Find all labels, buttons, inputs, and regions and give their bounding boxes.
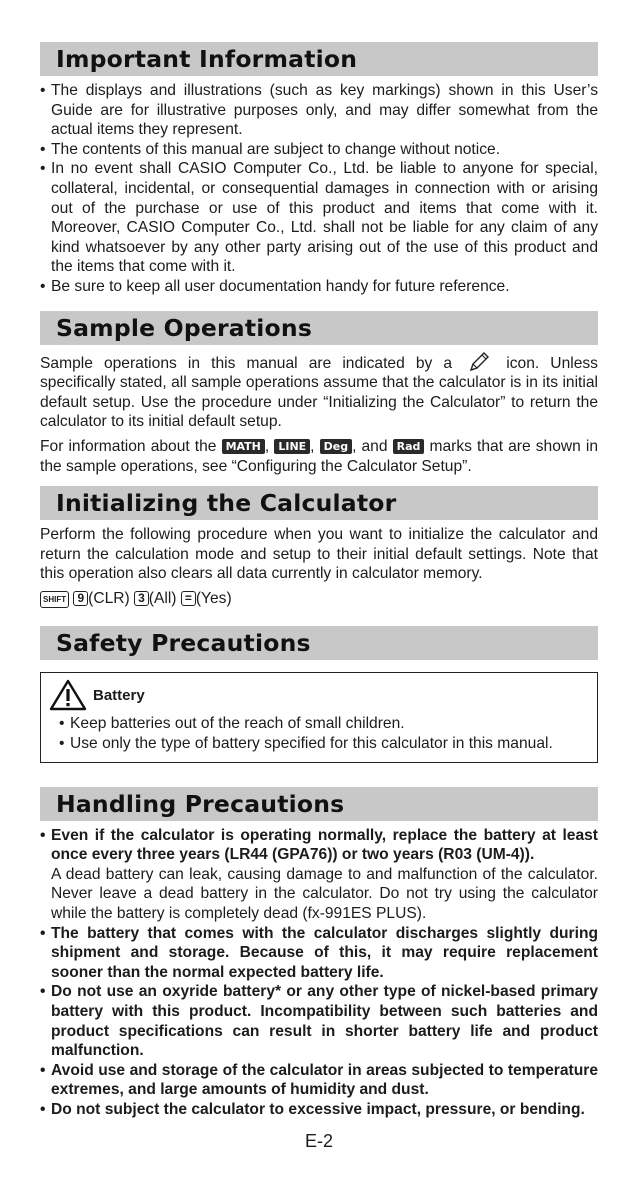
battery-title: Battery	[93, 686, 145, 704]
list-item: • Do not use an oxyride battery* or any other type of nickel-based primary battery with this product. Incompatibility between such batteries and product specifications can result in shorter battery life and product malfunction.	[40, 982, 598, 1060]
key-label: (Yes)	[195, 589, 232, 607]
sample-operations-paragraph	[40, 350, 598, 432]
math-mark: MATH	[222, 439, 265, 454]
list-item: • In no event shall CASIO Computer Co., Ltd. be liable to anyone for special, collateral, incidental, or consequential damages in connection with or arising out of the purchase or use of this product and items that come with it. Moreover, CASIO Computer Co., Ltd. shall not be liable for any claim of any kind whatsoever by any other party arising out of the use of this product and the items that come with it.	[40, 159, 598, 277]
list-item: • Use only the type of battery specified for this calculator in this manual.	[59, 734, 589, 754]
list-item: • The contents of this manual are subject to change without notice.	[40, 140, 598, 160]
section-title: Initializing the Calculator	[56, 489, 397, 518]
section-title: Handling Precautions	[56, 789, 345, 818]
battery-warning-box	[40, 672, 598, 762]
key-sequence	[40, 589, 598, 609]
line-mark: LINE	[274, 439, 310, 454]
section-title: Important Information	[56, 45, 358, 73]
paragraph-text: Sample operations in this manual are indicated by a	[40, 354, 453, 372]
section-title: Safety Precautions	[56, 629, 311, 658]
list-item: • Avoid use and storage of the calculator in areas subjected to temperature extremes, and large amounts of humidity and dust.	[40, 1061, 598, 1100]
battery-list	[59, 714, 589, 753]
list-item: • The displays and illustrations (such as key markings) shown in this User’s Guide are for illustrative purposes only, and may differ somewhat from the actual items they represent.	[40, 81, 598, 140]
list-item: • Be sure to keep all user documentation handy for future reference.	[40, 277, 598, 297]
key-label: (All)	[148, 589, 177, 607]
safety-precautions-header	[40, 626, 598, 660]
page-number: E-2	[304, 1131, 333, 1151]
rad-mark: Rad	[393, 439, 425, 454]
warning-icon	[49, 679, 87, 711]
section-title: Sample Operations	[56, 313, 313, 342]
manual-page	[40, 42, 598, 1120]
important-information-header	[40, 42, 598, 76]
paragraph-text: marks that are shown in the sample operations, see “Configuring the Calculator Setup”.	[40, 437, 599, 475]
paragraph-text: For information about the	[40, 437, 217, 455]
sample-operations-header	[40, 311, 598, 345]
list-item	[40, 826, 598, 924]
deg-mark: Deg	[320, 439, 352, 454]
list-item: • Do not subject the calculator to excessive impact, pressure, or bending.	[40, 1100, 598, 1120]
separator: , and	[352, 437, 388, 455]
setup-marks-paragraph	[40, 437, 598, 476]
initializing-header	[40, 486, 598, 520]
paragraph-text: icon. Unless specifically stated, all sample operations assume that the calculator is in its initial default setup. Use the procedure under “Initializing the Calculator” to return the calculator to its initial default setup.	[40, 354, 598, 431]
detail-text: A dead battery can leak, causing damage to and malfunction of the calculator. Never leave a dead battery in the calculator. Do not try using the calculator while the battery is completely dead (fx-991ES PLUS).	[51, 865, 598, 923]
list-item: • Keep batteries out of the reach of small children.	[59, 714, 589, 734]
nine-key-icon: 9	[73, 591, 88, 606]
initializing-paragraph: Perform the following procedure when you want to initialize the calculator and return the calculation mode and setup to their initial default settings. Note that this operation also clears all data currently in calculator memory.	[40, 526, 598, 583]
handling-precautions-header	[40, 787, 598, 821]
battery-warning-heading	[49, 679, 589, 711]
three-key-icon: 3	[134, 591, 149, 606]
key-label: (CLR)	[88, 589, 130, 607]
important-information-list	[40, 81, 598, 297]
equals-key-icon: =	[181, 591, 196, 606]
bold-text: Even if the calculator is operating normally, replace the battery at least once every three years (LR44 (GPA76)) or two years (R03 (UM-4)).	[51, 826, 598, 864]
separator: ,	[310, 437, 315, 455]
handling-precautions-list	[40, 826, 598, 1120]
pencil-icon	[467, 350, 491, 372]
list-item: • The battery that comes with the calculator discharges slightly during shipment and storage. Because of this, it may require replacement sooner than the normal expected battery life.	[40, 924, 598, 983]
separator: ,	[264, 437, 270, 455]
shift-key-icon: SHIFT	[40, 591, 69, 608]
